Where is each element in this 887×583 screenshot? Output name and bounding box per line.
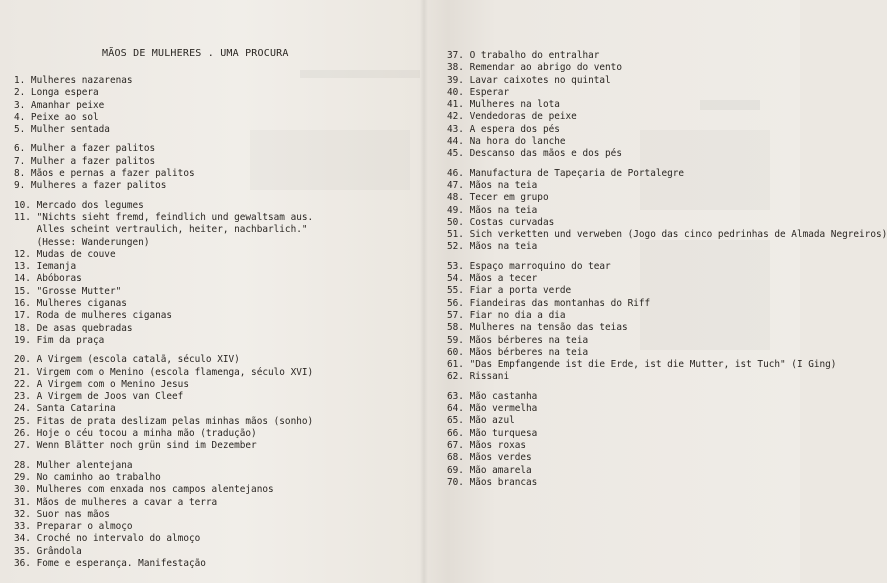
list-item: 31. Mãos de mulheres a cavar a terra	[14, 496, 218, 508]
list-item: 60. Mãos bérberes na teia	[447, 346, 589, 358]
list-item: 14. Abóboras	[14, 273, 82, 285]
list-item: 34. Croché no intervalo do almoço	[14, 533, 201, 545]
list-item: 66. Mão turquesa	[447, 427, 538, 439]
list-item: 48. Tecer em grupo	[447, 192, 549, 204]
list-item: 44. Na hora do lanche	[447, 136, 566, 148]
list-item: 17. Roda de mulheres ciganas	[14, 310, 173, 322]
list-item: 16. Mulheres ciganas	[14, 298, 127, 310]
list-item: Alles scheint vertraulich, heiter, nachbarlich."	[14, 224, 308, 236]
list-item: 3. Amanhar peixe	[14, 99, 105, 111]
list-item: 37. O trabalho do entralhar	[447, 50, 600, 61]
list-item: 23. A Virgem de Joos van Cleef	[14, 391, 184, 403]
list-item: 21. Virgem com o Menino (escola flamenga, século XVI)	[14, 366, 314, 378]
list-item: 20. A Virgem (escola catalã, século XIV)	[14, 354, 240, 366]
list-item: 50. Costas curvadas	[447, 216, 555, 228]
list-item: 67. Mãos roxas	[447, 439, 527, 451]
list-item: 27. Wenn Blätter noch grün sind im Dezember	[14, 440, 257, 452]
list-item: 69. Mão amarela	[447, 464, 532, 476]
list-item: 19. Fim da praça	[14, 334, 105, 346]
list-item: 15. "Grosse Mutter"	[14, 285, 122, 297]
list-item: 38. Remendar ao abrigo do vento	[447, 62, 622, 74]
list-item: 46. Manufactura de Tapeçaria de Portalegre	[447, 167, 685, 179]
list-item: 39. Lavar caixotes no quintal	[447, 74, 611, 86]
list-item: 12. Mudas de couve	[14, 248, 116, 260]
list-item: 70. Mãos brancas	[447, 476, 538, 488]
list-item: 35. Grândola	[14, 545, 82, 557]
page-fold	[420, 0, 428, 583]
list-item: 43. A espera dos pés	[447, 123, 560, 135]
section-gap	[14, 347, 313, 354]
section-gap	[447, 254, 887, 261]
list-item: 10. Mercado dos legumes	[14, 199, 144, 211]
list-item: 42. Vendedoras de peixe	[447, 111, 577, 123]
document-title: MÃOS DE MULHERES . UMA PROCURA	[102, 48, 289, 59]
list-item: 32. Suor nas mãos	[14, 508, 110, 520]
list-item: (Hesse: Wanderungen)	[14, 236, 150, 248]
list-item: 61. "Das Empfangende ist die Erde, ist die Mutter, ist Tuch" (I Ging)	[447, 359, 837, 371]
list-item: 45. Descanso das mãos e dos pés	[447, 148, 622, 160]
list-item: 9. Mulheres a fazer palitos	[14, 180, 167, 192]
list-item: 25. Fitas de prata deslizam pelas minhas mãos (sonho)	[14, 415, 314, 427]
list-item: 13. Iemanja	[14, 261, 77, 273]
list-item: 30. Mulheres com enxada nos campos alentejanos	[14, 484, 274, 496]
list-item: 47. Mãos na teia	[447, 179, 538, 191]
list-item: 24. Santa Catarina	[14, 403, 116, 415]
section-gap	[14, 193, 313, 200]
section-gap	[447, 161, 887, 168]
list-item: 57. Fiar no dia a dia	[447, 309, 566, 321]
list-item: 6. Mulher a fazer palitos	[14, 143, 156, 155]
list-item: 7. Mulher a fazer palitos	[14, 155, 156, 167]
list-item: 2. Longa espera	[14, 87, 99, 99]
list-item: 58. Mulheres na tensão das teias	[447, 322, 628, 334]
list-item: 11. "Nichts sieht fremd, feindlich und gewaltsam aus.	[14, 211, 314, 223]
list-item: 62. Rissani	[447, 371, 510, 383]
list-item: 4. Peixe ao sol	[14, 111, 99, 123]
list-item: 54. Mãos a tecer	[447, 273, 538, 285]
list-item: 65. Mão azul	[447, 415, 515, 427]
list-item: 22. A Virgem com o Menino Jesus	[14, 378, 189, 390]
list-item: 56. Fiandeiras das montanhas do Riff	[447, 297, 651, 309]
list-item: 49. Mãos na teia	[447, 204, 538, 216]
list-item: 63. Mão castanha	[447, 390, 538, 402]
list-item: 36. Fome e esperança. Manifestação	[14, 557, 206, 569]
list-item: 33. Preparar o almoço	[14, 521, 133, 533]
show-through-mark	[300, 70, 420, 78]
list-item: 55. Fiar a porta verde	[447, 285, 572, 297]
list-item: 51. Sich verketten und verweben (Jogo das cinco pedrinhas de Almada Negreiros)	[447, 229, 887, 241]
list-item: 26. Hoje o céu tocou a minha mão (tradução)	[14, 428, 257, 440]
list-item: 29. No caminho ao trabalho	[14, 471, 161, 483]
list-item: 41. Mulheres na lota	[447, 99, 560, 111]
list-item: 59. Mãos bérberes na teia	[447, 334, 589, 346]
list-item: 52. Mãos na teia	[447, 241, 538, 253]
right-list	[447, 50, 887, 489]
list-item: 64. Mão vermelha	[447, 403, 538, 415]
list-item: 68. Mãos verdes	[447, 452, 532, 464]
list-item: 8. Mãos e pernas a fazer palitos	[14, 168, 195, 180]
section-gap	[447, 384, 887, 391]
list-item: 28. Mulher alentejana	[14, 459, 133, 471]
left-list	[14, 75, 313, 570]
section-gap	[14, 453, 313, 460]
section-gap	[14, 136, 313, 143]
list-item: 1. Mulheres nazarenas	[14, 75, 133, 86]
list-item: 5. Mulher sentada	[14, 124, 110, 136]
list-item: 53. Espaço marroquino do tear	[447, 260, 611, 272]
list-item: 18. De asas quebradas	[14, 322, 133, 334]
list-item: 40. Esperar	[447, 86, 510, 98]
